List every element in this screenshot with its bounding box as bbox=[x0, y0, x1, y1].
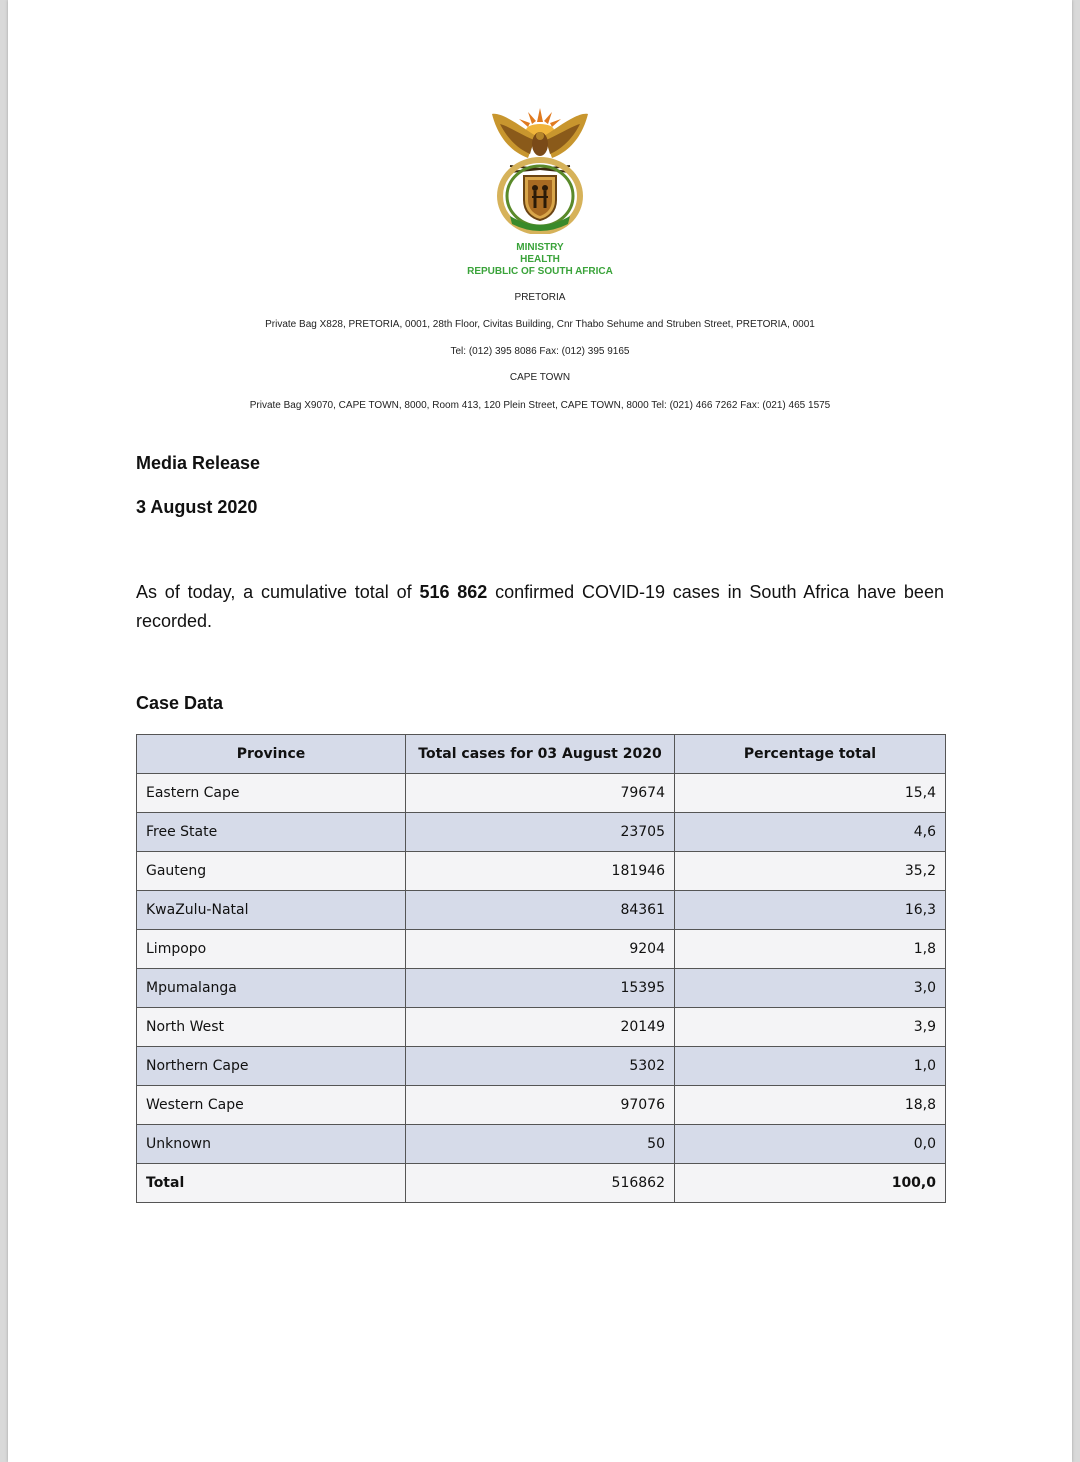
column-header-total-cases: Total cases for 03 August 2020 bbox=[406, 735, 675, 774]
ministry-line-1: MINISTRY bbox=[516, 242, 564, 253]
province-cell: KwaZulu-Natal bbox=[137, 891, 406, 930]
city-cape-town: CAPE TOWN bbox=[509, 372, 571, 383]
cases-cell: 97076 bbox=[406, 1086, 675, 1125]
cases-cell: 181946 bbox=[406, 852, 675, 891]
cases-cell: 15395 bbox=[406, 969, 675, 1008]
total-cases-bold: 516 862 bbox=[419, 582, 488, 602]
cases-cell: 79674 bbox=[406, 774, 675, 813]
intro-text: As of today, a cumulative total of bbox=[136, 582, 412, 602]
cases-cell: 20149 bbox=[406, 1008, 675, 1047]
province-cell: Limpopo bbox=[137, 930, 406, 969]
percentage-cell: 15,4 bbox=[675, 774, 946, 813]
province-cell: Mpumalanga bbox=[137, 969, 406, 1008]
table-row bbox=[137, 1125, 946, 1164]
percentage-cell: 1,8 bbox=[675, 930, 946, 969]
table-header-row bbox=[137, 735, 946, 774]
province-cell: Northern Cape bbox=[137, 1047, 406, 1086]
ministry-line-3: REPUBLIC OF SOUTH AFRICA bbox=[467, 266, 613, 277]
intro-paragraph bbox=[136, 578, 944, 636]
city-pretoria: PRETORIA bbox=[514, 292, 566, 303]
release-title: Media Release bbox=[136, 453, 261, 473]
column-header-percentage: Percentage total bbox=[675, 735, 946, 774]
tel-pretoria: Tel: (012) 395 8086 Fax: (012) 395 9165 bbox=[450, 346, 630, 357]
table-row bbox=[137, 1047, 946, 1086]
table-row bbox=[137, 774, 946, 813]
province-cell: Western Cape bbox=[137, 1086, 406, 1125]
cases-cell: 84361 bbox=[406, 891, 675, 930]
column-header-province: Province bbox=[137, 735, 406, 774]
percentage-cell: 35,2 bbox=[675, 852, 946, 891]
percentage-cell: 16,3 bbox=[675, 891, 946, 930]
province-cell: Total bbox=[137, 1164, 406, 1203]
case-data-table bbox=[136, 734, 946, 1203]
outro-text: confirmed COVID-19 cases in South Africa have been recorded. bbox=[136, 582, 944, 631]
release-date: 3 August 2020 bbox=[136, 497, 258, 517]
percentage-cell: 0,0 bbox=[675, 1125, 946, 1164]
province-cell: Eastern Cape bbox=[137, 774, 406, 813]
cases-cell: 9204 bbox=[406, 930, 675, 969]
province-cell: Gauteng bbox=[137, 852, 406, 891]
percentage-cell: 3,0 bbox=[675, 969, 946, 1008]
table-row bbox=[137, 891, 946, 930]
cases-cell: 516862 bbox=[406, 1164, 675, 1203]
percentage-cell: 3,9 bbox=[675, 1008, 946, 1047]
table-row bbox=[137, 1008, 946, 1047]
cases-cell: 50 bbox=[406, 1125, 675, 1164]
percentage-cell: 18,8 bbox=[675, 1086, 946, 1125]
table-row bbox=[137, 930, 946, 969]
province-cell: Free State bbox=[137, 813, 406, 852]
cases-cell: 23705 bbox=[406, 813, 675, 852]
table-total-row bbox=[137, 1164, 946, 1203]
address-pretoria: Private Bag X828, PRETORIA, 0001, 28th Floor, Civitas Building, Cnr Thabo Sehume and Struben Street, PRETORIA, 0001 bbox=[265, 319, 815, 330]
province-cell: Unknown bbox=[137, 1125, 406, 1164]
ministry-line-2: HEALTH bbox=[520, 254, 560, 265]
table-row bbox=[137, 852, 946, 891]
table-row bbox=[137, 969, 946, 1008]
case-data-heading: Case Data bbox=[136, 693, 224, 713]
address-cape-town: Private Bag X9070, CAPE TOWN, 8000, Room 413, 120 Plein Street, CAPE TOWN, 8000 Tel: (021) 466 7262 Fax: (021) 465 1575 bbox=[249, 400, 831, 411]
percentage-cell: 1,0 bbox=[675, 1047, 946, 1086]
percentage-cell: 100,0 bbox=[675, 1164, 946, 1203]
table-row bbox=[137, 813, 946, 852]
coat-of-arms-icon bbox=[488, 104, 592, 234]
table-row bbox=[137, 1086, 946, 1125]
province-cell: North West bbox=[137, 1008, 406, 1047]
percentage-cell: 4,6 bbox=[675, 813, 946, 852]
cases-cell: 5302 bbox=[406, 1047, 675, 1086]
